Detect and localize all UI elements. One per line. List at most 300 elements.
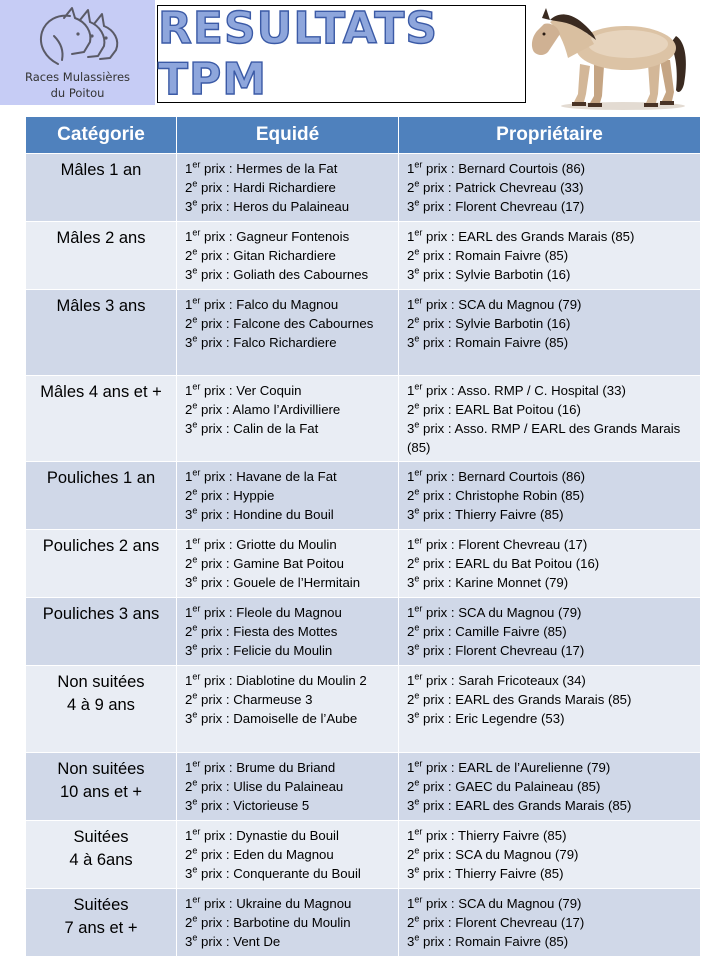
- prize-text: prix : Florent Chevreau (17): [419, 915, 585, 930]
- prize-rank-suffix: e: [192, 864, 198, 875]
- prize-line: [407, 197, 694, 216]
- prize-rank: 2: [185, 180, 193, 195]
- prize-text: prix : Florent Chevreau (17): [422, 537, 588, 552]
- prize-rank: 1: [185, 828, 193, 843]
- prize-rank: 2: [185, 316, 193, 331]
- prize-rank-suffix: e: [414, 486, 420, 497]
- prize-rank-suffix: er: [414, 381, 423, 392]
- category-cell: [26, 889, 177, 957]
- prize-line: [185, 535, 392, 554]
- prize-rank-suffix: e: [192, 178, 198, 189]
- prize-line: [185, 467, 392, 486]
- prize-rank-suffix: er: [192, 671, 201, 682]
- prize-text: prix : Thierry Faivre (85): [422, 828, 567, 843]
- prize-line: [185, 932, 392, 951]
- proprietaire-cell: [399, 462, 701, 530]
- prize-text: prix : SCA du Magnou (79): [422, 605, 582, 620]
- prize-text: prix : EARL Bat Poitou (16): [419, 402, 581, 417]
- prize-rank: 3: [407, 507, 415, 522]
- prize-rank: 2: [185, 915, 193, 930]
- prize-text: prix : Florent Chevreau (17): [419, 643, 585, 658]
- prize-rank: 2: [185, 488, 193, 503]
- prize-line: [407, 265, 694, 284]
- equide-cell: [177, 753, 399, 821]
- prize-text: prix : EARL des Grands Marais (85): [419, 798, 632, 813]
- title-box: [157, 5, 526, 103]
- prize-line: [407, 573, 694, 592]
- prize-line: [407, 505, 694, 524]
- proprietaire-cell: [399, 376, 701, 462]
- prize-rank-suffix: er: [192, 295, 201, 306]
- prize-line: [407, 826, 694, 845]
- prize-text: prix : Victorieuse 5: [197, 798, 310, 813]
- prize-line: [185, 777, 392, 796]
- prize-rank-suffix: er: [414, 295, 423, 306]
- prize-rank: 1: [185, 605, 193, 620]
- prize-rank-suffix: e: [414, 796, 420, 807]
- prize-rank-suffix: e: [192, 197, 198, 208]
- prize-line: [407, 796, 694, 815]
- prize-text: prix : Fiesta des Mottes: [197, 624, 338, 639]
- prize-rank-suffix: e: [414, 690, 420, 701]
- column-header-categorie: Catégorie: [26, 117, 177, 154]
- prize-rank-suffix: e: [414, 505, 420, 516]
- prize-text: prix : Conquerante du Bouil: [197, 866, 361, 881]
- prize-line: [185, 671, 392, 690]
- table-row: [26, 889, 701, 957]
- prize-rank: 1: [407, 760, 415, 775]
- prize-text: prix : Eric Legendre (53): [419, 711, 565, 726]
- prize-rank: 1: [407, 605, 415, 620]
- table-header-row: [26, 117, 701, 154]
- prize-rank-suffix: er: [414, 227, 423, 238]
- prize-text: prix : EARL des Grands Marais (85): [422, 229, 635, 244]
- prize-line: [407, 932, 694, 951]
- category-cell: [26, 222, 177, 290]
- prize-text: prix : Hermes de la Fat: [200, 161, 338, 176]
- logo-text-line2: du Poitou: [50, 86, 105, 100]
- prize-rank: 2: [185, 847, 193, 862]
- prize-rank: 3: [185, 643, 193, 658]
- proprietaire-cell: [399, 598, 701, 666]
- category-label: 4 à 9 ans: [67, 696, 135, 714]
- prize-text: prix : Romain Faivre (85): [419, 335, 569, 350]
- prize-line: [407, 314, 694, 333]
- prize-rank-suffix: e: [192, 333, 198, 344]
- prize-line: [185, 641, 392, 660]
- prize-rank-suffix: er: [414, 826, 423, 837]
- prize-rank-suffix: er: [414, 671, 423, 682]
- prize-line: [407, 603, 694, 622]
- table-row: [26, 154, 701, 222]
- prize-text: prix : Felicie du Moulin: [197, 643, 333, 658]
- prize-rank: 3: [407, 335, 415, 350]
- category-label: Mâles 3 ans: [56, 297, 146, 315]
- prize-rank-suffix: er: [414, 467, 423, 478]
- prize-text: prix : Asso. RMP / EARL des Grands Marais (85): [407, 421, 681, 455]
- prize-rank-suffix: er: [192, 603, 201, 614]
- prize-rank: 3: [407, 575, 415, 590]
- prize-rank-suffix: e: [414, 709, 420, 720]
- prize-line: [185, 826, 392, 845]
- prize-text: prix : Calin de la Fat: [197, 421, 319, 436]
- prize-text: prix : Goliath des Cabournes: [197, 267, 369, 282]
- prize-line: [407, 467, 694, 486]
- prize-text: prix : Hyppie: [197, 488, 275, 503]
- prize-rank-suffix: e: [414, 641, 420, 652]
- prize-line: [185, 381, 392, 400]
- table-row: [26, 222, 701, 290]
- prize-rank: 3: [185, 798, 193, 813]
- prize-line: [407, 295, 694, 314]
- prize-rank-suffix: e: [192, 913, 198, 924]
- prize-rank: 1: [407, 469, 415, 484]
- prize-rank-suffix: e: [192, 246, 198, 257]
- prize-text: prix : Eden du Magnou: [197, 847, 334, 862]
- page-title: RESULTATS TPM: [158, 3, 439, 105]
- prize-rank-suffix: er: [192, 467, 201, 478]
- prize-line: [407, 381, 694, 400]
- prize-text: prix : Gouele de l’Hermitain: [197, 575, 361, 590]
- proprietaire-cell: [399, 753, 701, 821]
- prize-line: [185, 845, 392, 864]
- prize-line: [185, 690, 392, 709]
- prize-text: prix : SCA du Magnou (79): [422, 297, 582, 312]
- prize-rank: 3: [185, 934, 193, 949]
- prize-rank: 3: [185, 507, 193, 522]
- prize-text: prix : Brume du Briand: [200, 760, 336, 775]
- prize-text: prix : Barbotine du Moulin: [197, 915, 351, 930]
- prize-text: prix : Florent Chevreau (17): [419, 199, 585, 214]
- prize-rank: 2: [407, 556, 415, 571]
- prize-text: prix : Sylvie Barbotin (16): [419, 267, 571, 282]
- prize-rank-suffix: e: [414, 932, 420, 943]
- prize-line: [185, 333, 392, 352]
- prize-rank: 1: [407, 828, 415, 843]
- prize-text: prix : Ukraine du Magnou: [200, 896, 352, 911]
- category-label: Pouliches 3 ans: [42, 605, 160, 623]
- prize-rank-suffix: e: [192, 845, 198, 856]
- prize-line: [185, 295, 392, 314]
- prize-rank: 1: [407, 229, 415, 244]
- prize-line: [407, 777, 694, 796]
- prize-text: prix : Dynastie du Bouil: [200, 828, 339, 843]
- prize-rank: 3: [185, 421, 193, 436]
- prize-rank: 2: [407, 488, 415, 503]
- prize-text: prix : Ver Coquin: [200, 383, 302, 398]
- prize-line: [407, 419, 694, 457]
- category-cell: [26, 290, 177, 376]
- prize-rank-suffix: e: [192, 932, 198, 943]
- prize-rank-suffix: er: [192, 894, 201, 905]
- category-label: Mâles 2 ans: [56, 229, 146, 247]
- equide-cell: [177, 154, 399, 222]
- prize-rank: 3: [185, 335, 193, 350]
- prize-line: [407, 641, 694, 660]
- category-label: Mâles 4 ans et +: [40, 383, 162, 401]
- prize-rank-suffix: e: [414, 246, 420, 257]
- category-label: Pouliches 2 ans: [42, 537, 160, 555]
- prize-text: prix : Fleole du Magnou: [200, 605, 342, 620]
- prize-rank-suffix: er: [192, 381, 201, 392]
- prize-line: [185, 603, 392, 622]
- prize-rank-suffix: e: [414, 554, 420, 565]
- prize-text: prix : EARL de l’Aurelienne (79): [422, 760, 611, 775]
- prize-rank: 1: [407, 297, 415, 312]
- prize-rank: 2: [407, 847, 415, 862]
- prize-rank-suffix: e: [192, 486, 198, 497]
- prize-rank: 1: [185, 229, 193, 244]
- prize-rank-suffix: er: [192, 826, 201, 837]
- prize-text: prix : Gitan Richardiere: [197, 248, 336, 263]
- prize-rank: 3: [407, 267, 415, 282]
- prize-rank: 2: [407, 624, 415, 639]
- equide-cell: [177, 222, 399, 290]
- prize-rank: 3: [185, 575, 193, 590]
- prize-text: prix : Alamo l’Ardivilliere: [197, 402, 341, 417]
- proprietaire-cell: [399, 290, 701, 376]
- column-header-proprietaire: Propriétaire: [399, 117, 701, 154]
- prize-rank-suffix: e: [192, 573, 198, 584]
- category-label: 4 à 6ans: [69, 851, 133, 869]
- prize-rank-suffix: e: [192, 709, 198, 720]
- prize-rank: 3: [407, 934, 415, 949]
- prize-line: [185, 400, 392, 419]
- table-row: [26, 753, 701, 821]
- prize-rank: 1: [185, 896, 193, 911]
- prize-rank-suffix: e: [414, 573, 420, 584]
- prize-rank: 1: [407, 896, 415, 911]
- prize-text: prix : Romain Faivre (85): [419, 934, 569, 949]
- prize-line: [407, 486, 694, 505]
- prize-text: prix : SCA du Magnou (79): [422, 896, 582, 911]
- prize-rank: 2: [185, 248, 193, 263]
- proprietaire-cell: [399, 889, 701, 957]
- column-header-equide: Equidé: [177, 117, 399, 154]
- prize-rank-suffix: e: [192, 622, 198, 633]
- table-row: [26, 666, 701, 753]
- table-row: [26, 598, 701, 666]
- prize-text: prix : Sarah Fricoteaux (34): [422, 673, 586, 688]
- prize-line: [185, 246, 392, 265]
- category-label: Suitées: [73, 828, 129, 846]
- prize-text: prix : Sylvie Barbotin (16): [419, 316, 571, 331]
- prize-line: [407, 246, 694, 265]
- prize-rank-suffix: er: [192, 159, 201, 170]
- prize-rank-suffix: e: [414, 197, 420, 208]
- prize-rank-suffix: e: [414, 864, 420, 875]
- prize-rank-suffix: e: [414, 777, 420, 788]
- horse-image-icon: [528, 2, 698, 112]
- prize-rank: 1: [407, 673, 415, 688]
- prize-text: prix : Christophe Robin (85): [419, 488, 585, 503]
- prize-line: [407, 178, 694, 197]
- category-label: 7 ans et +: [64, 919, 138, 937]
- prize-rank-suffix: e: [414, 419, 420, 430]
- prize-line: [185, 758, 392, 777]
- prize-rank-suffix: er: [192, 535, 201, 546]
- prize-rank: 2: [185, 779, 193, 794]
- table-row: [26, 376, 701, 462]
- prize-rank: 2: [407, 248, 415, 263]
- prize-line: [407, 709, 694, 728]
- prize-line: [185, 573, 392, 592]
- category-cell: [26, 530, 177, 598]
- prize-line: [407, 400, 694, 419]
- proprietaire-cell: [399, 666, 701, 753]
- prize-rank: 2: [185, 556, 193, 571]
- prize-text: prix : Falco Richardiere: [197, 335, 337, 350]
- category-label: Non suitées: [57, 673, 145, 691]
- prize-line: [407, 913, 694, 932]
- prize-rank: 1: [185, 383, 193, 398]
- prize-rank: 3: [407, 643, 415, 658]
- prize-rank: 3: [407, 421, 415, 436]
- prize-rank: 3: [407, 711, 415, 726]
- prize-rank-suffix: er: [414, 758, 423, 769]
- prize-rank: 3: [185, 711, 193, 726]
- prize-line: [407, 671, 694, 690]
- logo-block: [0, 0, 155, 105]
- prize-rank: 1: [407, 161, 415, 176]
- prize-rank: 3: [185, 866, 193, 881]
- prize-line: [407, 894, 694, 913]
- prize-line: [407, 333, 694, 352]
- equide-cell: [177, 598, 399, 666]
- prize-line: [185, 314, 392, 333]
- category-cell: [26, 666, 177, 753]
- prize-rank-suffix: e: [192, 554, 198, 565]
- prize-rank: 2: [407, 692, 415, 707]
- prize-rank: 1: [185, 297, 193, 312]
- prize-rank-suffix: e: [192, 777, 198, 788]
- prize-line: [185, 227, 392, 246]
- prize-text: prix : Bernard Courtois (86): [422, 469, 586, 484]
- prize-rank: 3: [407, 798, 415, 813]
- prize-line: [185, 486, 392, 505]
- prize-text: prix : EARL des Grands Marais (85): [419, 692, 632, 707]
- results-table: [25, 116, 701, 957]
- category-label: Mâles 1 an: [60, 161, 142, 179]
- prize-rank: 3: [185, 267, 193, 282]
- prize-line: [185, 796, 392, 815]
- prize-rank-suffix: e: [192, 265, 198, 276]
- table-row: [26, 290, 701, 376]
- prize-rank: 2: [407, 180, 415, 195]
- prize-rank: 2: [185, 692, 193, 707]
- prize-line: [185, 894, 392, 913]
- equide-cell: [177, 666, 399, 753]
- prize-text: prix : Falco du Magnou: [200, 297, 339, 312]
- prize-rank-suffix: er: [192, 227, 201, 238]
- category-cell: [26, 154, 177, 222]
- prize-rank-suffix: e: [192, 796, 198, 807]
- prize-text: prix : Griotte du Moulin: [200, 537, 337, 552]
- prize-text: prix : Vent De: [197, 934, 281, 949]
- equide-cell: [177, 821, 399, 889]
- prize-rank-suffix: e: [414, 845, 420, 856]
- prize-line: [185, 197, 392, 216]
- prize-text: prix : GAEC du Palaineau (85): [419, 779, 601, 794]
- prize-line: [407, 159, 694, 178]
- prize-rank-suffix: e: [414, 622, 420, 633]
- category-cell: [26, 821, 177, 889]
- prize-rank-suffix: e: [414, 333, 420, 344]
- prize-line: [185, 554, 392, 573]
- prize-rank: 1: [185, 161, 193, 176]
- proprietaire-cell: [399, 154, 701, 222]
- prize-line: [407, 758, 694, 777]
- equide-cell: [177, 462, 399, 530]
- proprietaire-cell: [399, 530, 701, 598]
- prize-rank: 1: [407, 383, 415, 398]
- prize-rank: 3: [185, 199, 193, 214]
- prize-line: [185, 419, 392, 438]
- table-row: [26, 462, 701, 530]
- prize-rank: 2: [407, 402, 415, 417]
- logo-text-line1: Races Mulassières: [24, 70, 131, 84]
- equide-cell: [177, 530, 399, 598]
- prize-text: prix : Gamine Bat Poitou: [197, 556, 344, 571]
- prize-rank-suffix: e: [414, 265, 420, 276]
- prize-text: prix : Diablotine du Moulin 2: [200, 673, 367, 688]
- prize-text: prix : Havane de la Fat: [200, 469, 337, 484]
- prize-line: [185, 913, 392, 932]
- prize-text: prix : SCA du Magnou (79): [419, 847, 579, 862]
- prize-text: prix : Damoiselle de l’Aube: [197, 711, 358, 726]
- prize-rank: 2: [185, 624, 193, 639]
- prize-rank: 3: [407, 866, 415, 881]
- prize-rank-suffix: e: [414, 178, 420, 189]
- equide-cell: [177, 889, 399, 957]
- table-row: [26, 821, 701, 889]
- prize-text: prix : Romain Faivre (85): [419, 248, 569, 263]
- prize-line: [407, 535, 694, 554]
- prize-text: prix : Heros du Palaineau: [197, 199, 350, 214]
- prize-line: [185, 622, 392, 641]
- prize-text: prix : EARL du Bat Poitou (16): [419, 556, 600, 571]
- prize-rank: 3: [407, 199, 415, 214]
- category-label: 10 ans et +: [59, 783, 143, 801]
- prize-rank: 1: [185, 537, 193, 552]
- prize-rank-suffix: er: [414, 603, 423, 614]
- prize-line: [185, 505, 392, 524]
- prize-line: [185, 864, 392, 883]
- prize-text: prix : Camille Faivre (85): [419, 624, 567, 639]
- prize-line: [185, 709, 392, 728]
- equide-cell: [177, 376, 399, 462]
- prize-line: [185, 159, 392, 178]
- prize-text: prix : Hardi Richardiere: [197, 180, 336, 195]
- proprietaire-cell: [399, 222, 701, 290]
- prize-line: [407, 864, 694, 883]
- prize-rank: 2: [407, 316, 415, 331]
- prize-rank-suffix: e: [414, 400, 420, 411]
- prize-line: [185, 178, 392, 197]
- prize-rank-suffix: e: [192, 400, 198, 411]
- prize-rank-suffix: er: [414, 535, 423, 546]
- prize-rank: 1: [185, 760, 193, 775]
- prize-rank-suffix: er: [192, 758, 201, 769]
- prize-rank: 1: [185, 673, 193, 688]
- prize-rank: 1: [185, 469, 193, 484]
- mule-heads-logo-icon: [28, 6, 128, 70]
- table-row: [26, 530, 701, 598]
- prize-text: prix : Thierry Faivre (85): [419, 866, 564, 881]
- prize-rank: 2: [407, 915, 415, 930]
- prize-text: prix : Falcone des Cabournes: [197, 316, 374, 331]
- category-cell: [26, 598, 177, 666]
